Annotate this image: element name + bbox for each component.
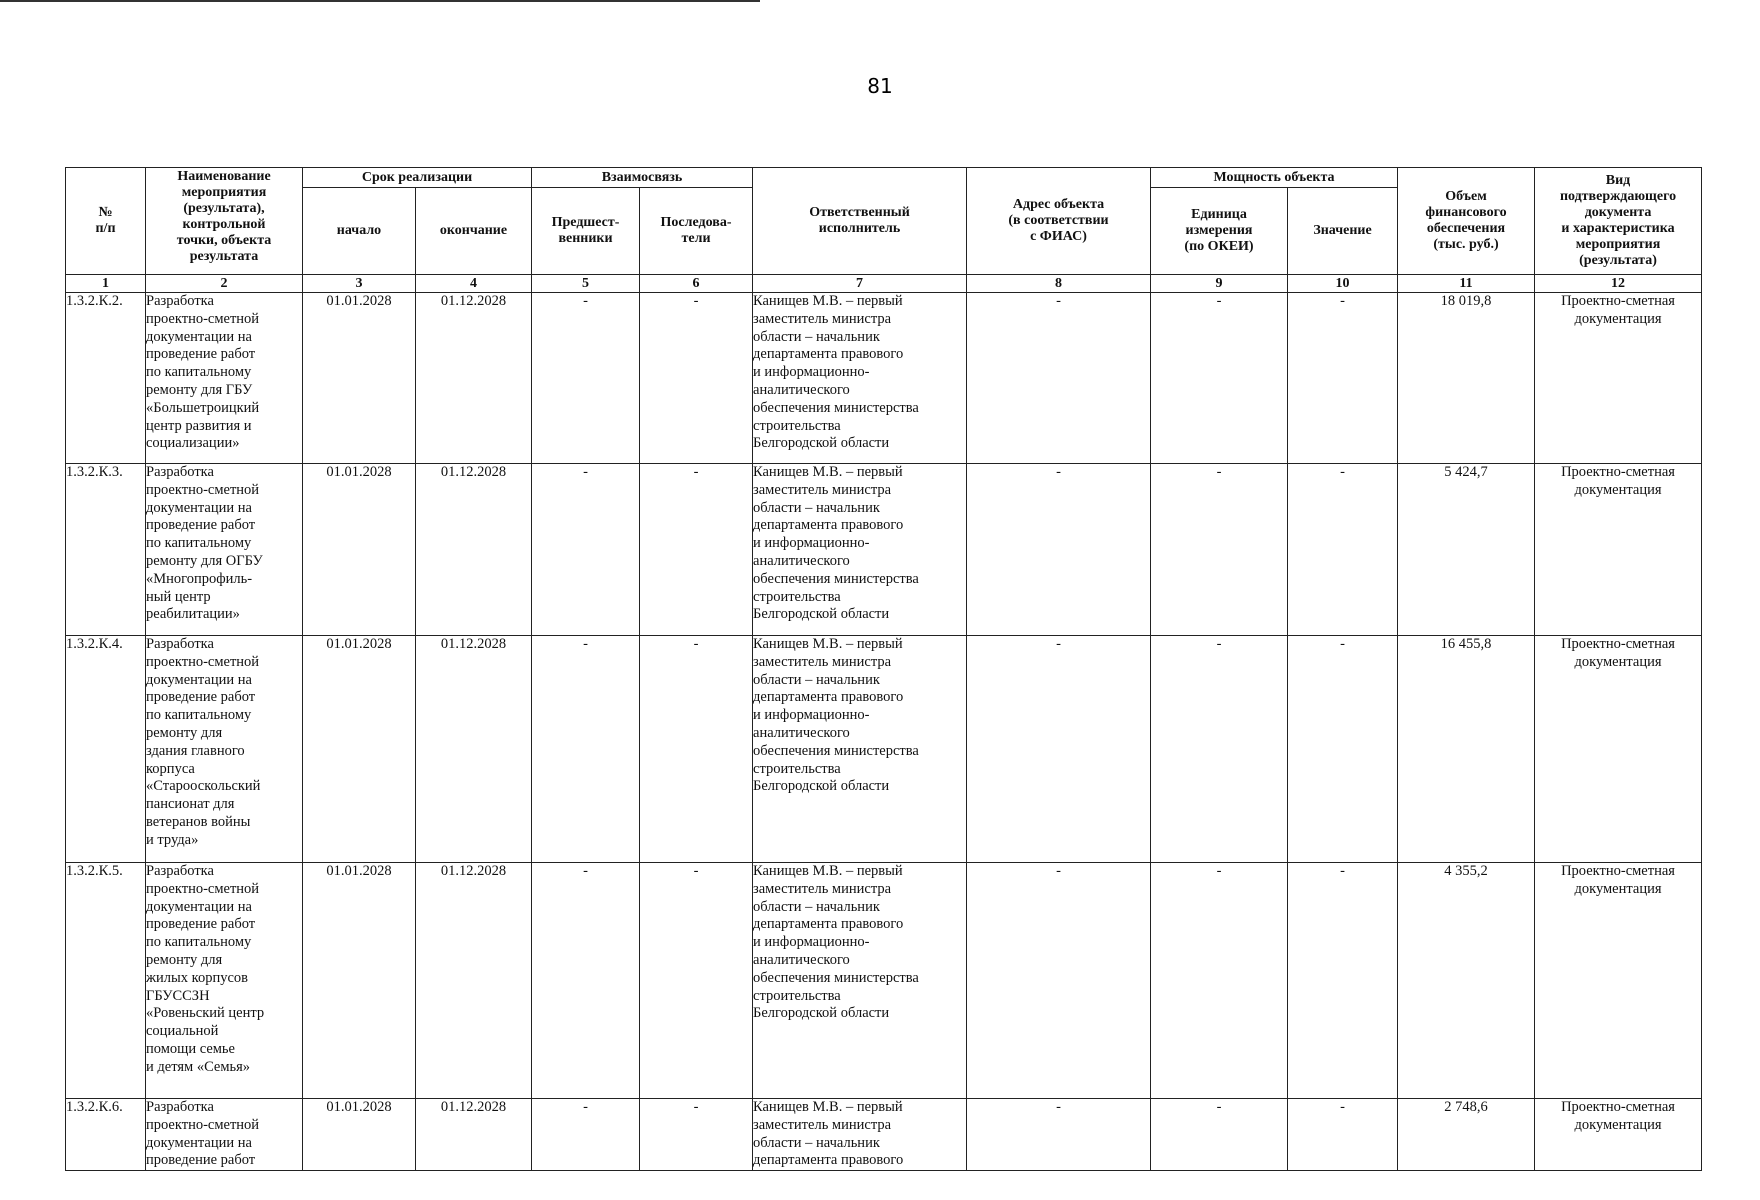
header-name: Наименование мероприятия (результата), контрольной точки, объекта результата <box>146 168 303 275</box>
cell-pred: - <box>532 464 640 636</box>
header-start: начало <box>303 188 416 275</box>
cell-unit: - <box>1151 293 1288 464</box>
cell-end: 01.12.2028 <box>416 1099 532 1171</box>
cell-value: - <box>1288 636 1398 863</box>
cell-value: - <box>1288 464 1398 636</box>
table-row <box>66 863 1702 1099</box>
cell-num: 1.3.2.К.6. <box>66 1099 146 1171</box>
header-num: № п/п <box>66 168 146 275</box>
cell-name: Разработка проектно-сметной документации на проведение работ по капитальному ремонту для здания главного корпуса «Старооскольский пансионат для ветеранов войны и труда» <box>146 636 303 863</box>
col-number: 6 <box>640 275 753 293</box>
cell-succ: - <box>640 1099 753 1171</box>
cell-executor: Канищев М.В. – первый заместитель министра области – начальник департамента правового и информационно- аналитического обеспечения министерства строительства Белгородской области <box>753 636 967 863</box>
cell-doc: Проектно-сметная документация <box>1535 636 1702 863</box>
scan-top-line <box>0 0 760 2</box>
cell-value: - <box>1288 1099 1398 1171</box>
header-address: Адрес объекта (в соответствии с ФИАС) <box>967 168 1151 275</box>
col-number: 1 <box>66 275 146 293</box>
col-number: 5 <box>532 275 640 293</box>
table-row <box>66 464 1702 636</box>
col-number: 3 <box>303 275 416 293</box>
header-executor: Ответственный исполнитель <box>753 168 967 275</box>
cell-pred: - <box>532 1099 640 1171</box>
cell-num: 1.3.2.К.3. <box>66 464 146 636</box>
header-capacity-group: Мощность объекта <box>1151 168 1398 188</box>
cell-financing: 16 455,8 <box>1398 636 1535 863</box>
cell-financing: 2 748,6 <box>1398 1099 1535 1171</box>
cell-name: Разработка проектно-сметной документации на проведение работ по капитальному ремонту для жилых корпусов ГБУССЗН «Ровеньский центр социальной помощи семье и детям «Семья» <box>146 863 303 1099</box>
cell-address: - <box>967 636 1151 863</box>
cell-unit: - <box>1151 863 1288 1099</box>
cell-name: Разработка проектно-сметной документации на проведение работ по капитальному ремонту для ГБУ «Большетроицкий центр развития и социализации» <box>146 293 303 464</box>
header-end: окончание <box>416 188 532 275</box>
cell-doc: Проектно-сметная документация <box>1535 293 1702 464</box>
col-number: 10 <box>1288 275 1398 293</box>
header-value: Значение <box>1288 188 1398 275</box>
cell-pred: - <box>532 863 640 1099</box>
table-row <box>66 636 1702 863</box>
cell-unit: - <box>1151 636 1288 863</box>
header-term-group: Срок реализации <box>303 168 532 188</box>
cell-start: 01.01.2028 <box>303 293 416 464</box>
cell-executor: Канищев М.В. – первый заместитель министра области – начальник департамента правового <box>753 1099 967 1171</box>
cell-executor: Канищев М.В. – первый заместитель министра области – начальник департамента правового и информационно- аналитического обеспечения министерства строительства Белгородской области <box>753 863 967 1099</box>
header-predecessors: Предшест- венники <box>532 188 640 275</box>
cell-end: 01.12.2028 <box>416 464 532 636</box>
cell-address: - <box>967 863 1151 1099</box>
cell-succ: - <box>640 464 753 636</box>
cell-end: 01.12.2028 <box>416 636 532 863</box>
cell-succ: - <box>640 863 753 1099</box>
header-financing: Объем финансового обеспечения (тыс. руб.) <box>1398 168 1535 275</box>
col-number: 7 <box>753 275 967 293</box>
cell-unit: - <box>1151 1099 1288 1171</box>
cell-succ: - <box>640 636 753 863</box>
cell-pred: - <box>532 636 640 863</box>
cell-unit: - <box>1151 464 1288 636</box>
header-doc-type: Вид подтверждающего документа и характеристика мероприятия (результата) <box>1535 168 1702 275</box>
col-number: 11 <box>1398 275 1535 293</box>
cell-executor: Канищев М.В. – первый заместитель министра области – начальник департамента правового и информационно- аналитического обеспечения министерства строительства Белгородской области <box>753 464 967 636</box>
col-number: 12 <box>1535 275 1702 293</box>
col-number: 2 <box>146 275 303 293</box>
cell-financing: 5 424,7 <box>1398 464 1535 636</box>
col-number: 9 <box>1151 275 1288 293</box>
cell-doc: Проектно-сметная документация <box>1535 464 1702 636</box>
page-number: 81 <box>867 74 893 98</box>
cell-financing: 18 019,8 <box>1398 293 1535 464</box>
cell-address: - <box>967 1099 1151 1171</box>
cell-succ: - <box>640 293 753 464</box>
cell-start: 01.01.2028 <box>303 636 416 863</box>
cell-value: - <box>1288 863 1398 1099</box>
cell-end: 01.12.2028 <box>416 293 532 464</box>
cell-address: - <box>967 464 1151 636</box>
cell-value: - <box>1288 293 1398 464</box>
cell-name: Разработка проектно-сметной документации на проведение работ <box>146 1099 303 1171</box>
cell-pred: - <box>532 293 640 464</box>
cell-address: - <box>967 293 1151 464</box>
header-successors: Последова- тели <box>640 188 753 275</box>
cell-start: 01.01.2028 <box>303 863 416 1099</box>
cell-num: 1.3.2.К.4. <box>66 636 146 863</box>
table-row <box>66 293 1702 464</box>
cell-num: 1.3.2.К.2. <box>66 293 146 464</box>
header-link-group: Взаимосвязь <box>532 168 753 188</box>
events-table <box>65 167 1702 1171</box>
cell-start: 01.01.2028 <box>303 464 416 636</box>
cell-end: 01.12.2028 <box>416 863 532 1099</box>
table-row <box>66 1099 1702 1171</box>
cell-doc: Проектно-сметная документация <box>1535 863 1702 1099</box>
cell-doc: Проектно-сметная документация <box>1535 1099 1702 1171</box>
cell-executor: Канищев М.В. – первый заместитель министра области – начальник департамента правового и информационно- аналитического обеспечения министерства строительства Белгородской области <box>753 293 967 464</box>
cell-num: 1.3.2.К.5. <box>66 863 146 1099</box>
cell-name: Разработка проектно-сметной документации на проведение работ по капитальному ремонту для ОГБУ «Многопрофиль- ный центр реабилитации» <box>146 464 303 636</box>
header-unit: Единица измерения (по ОКЕИ) <box>1151 188 1288 275</box>
cell-financing: 4 355,2 <box>1398 863 1535 1099</box>
col-number: 8 <box>967 275 1151 293</box>
col-number: 4 <box>416 275 532 293</box>
cell-start: 01.01.2028 <box>303 1099 416 1171</box>
